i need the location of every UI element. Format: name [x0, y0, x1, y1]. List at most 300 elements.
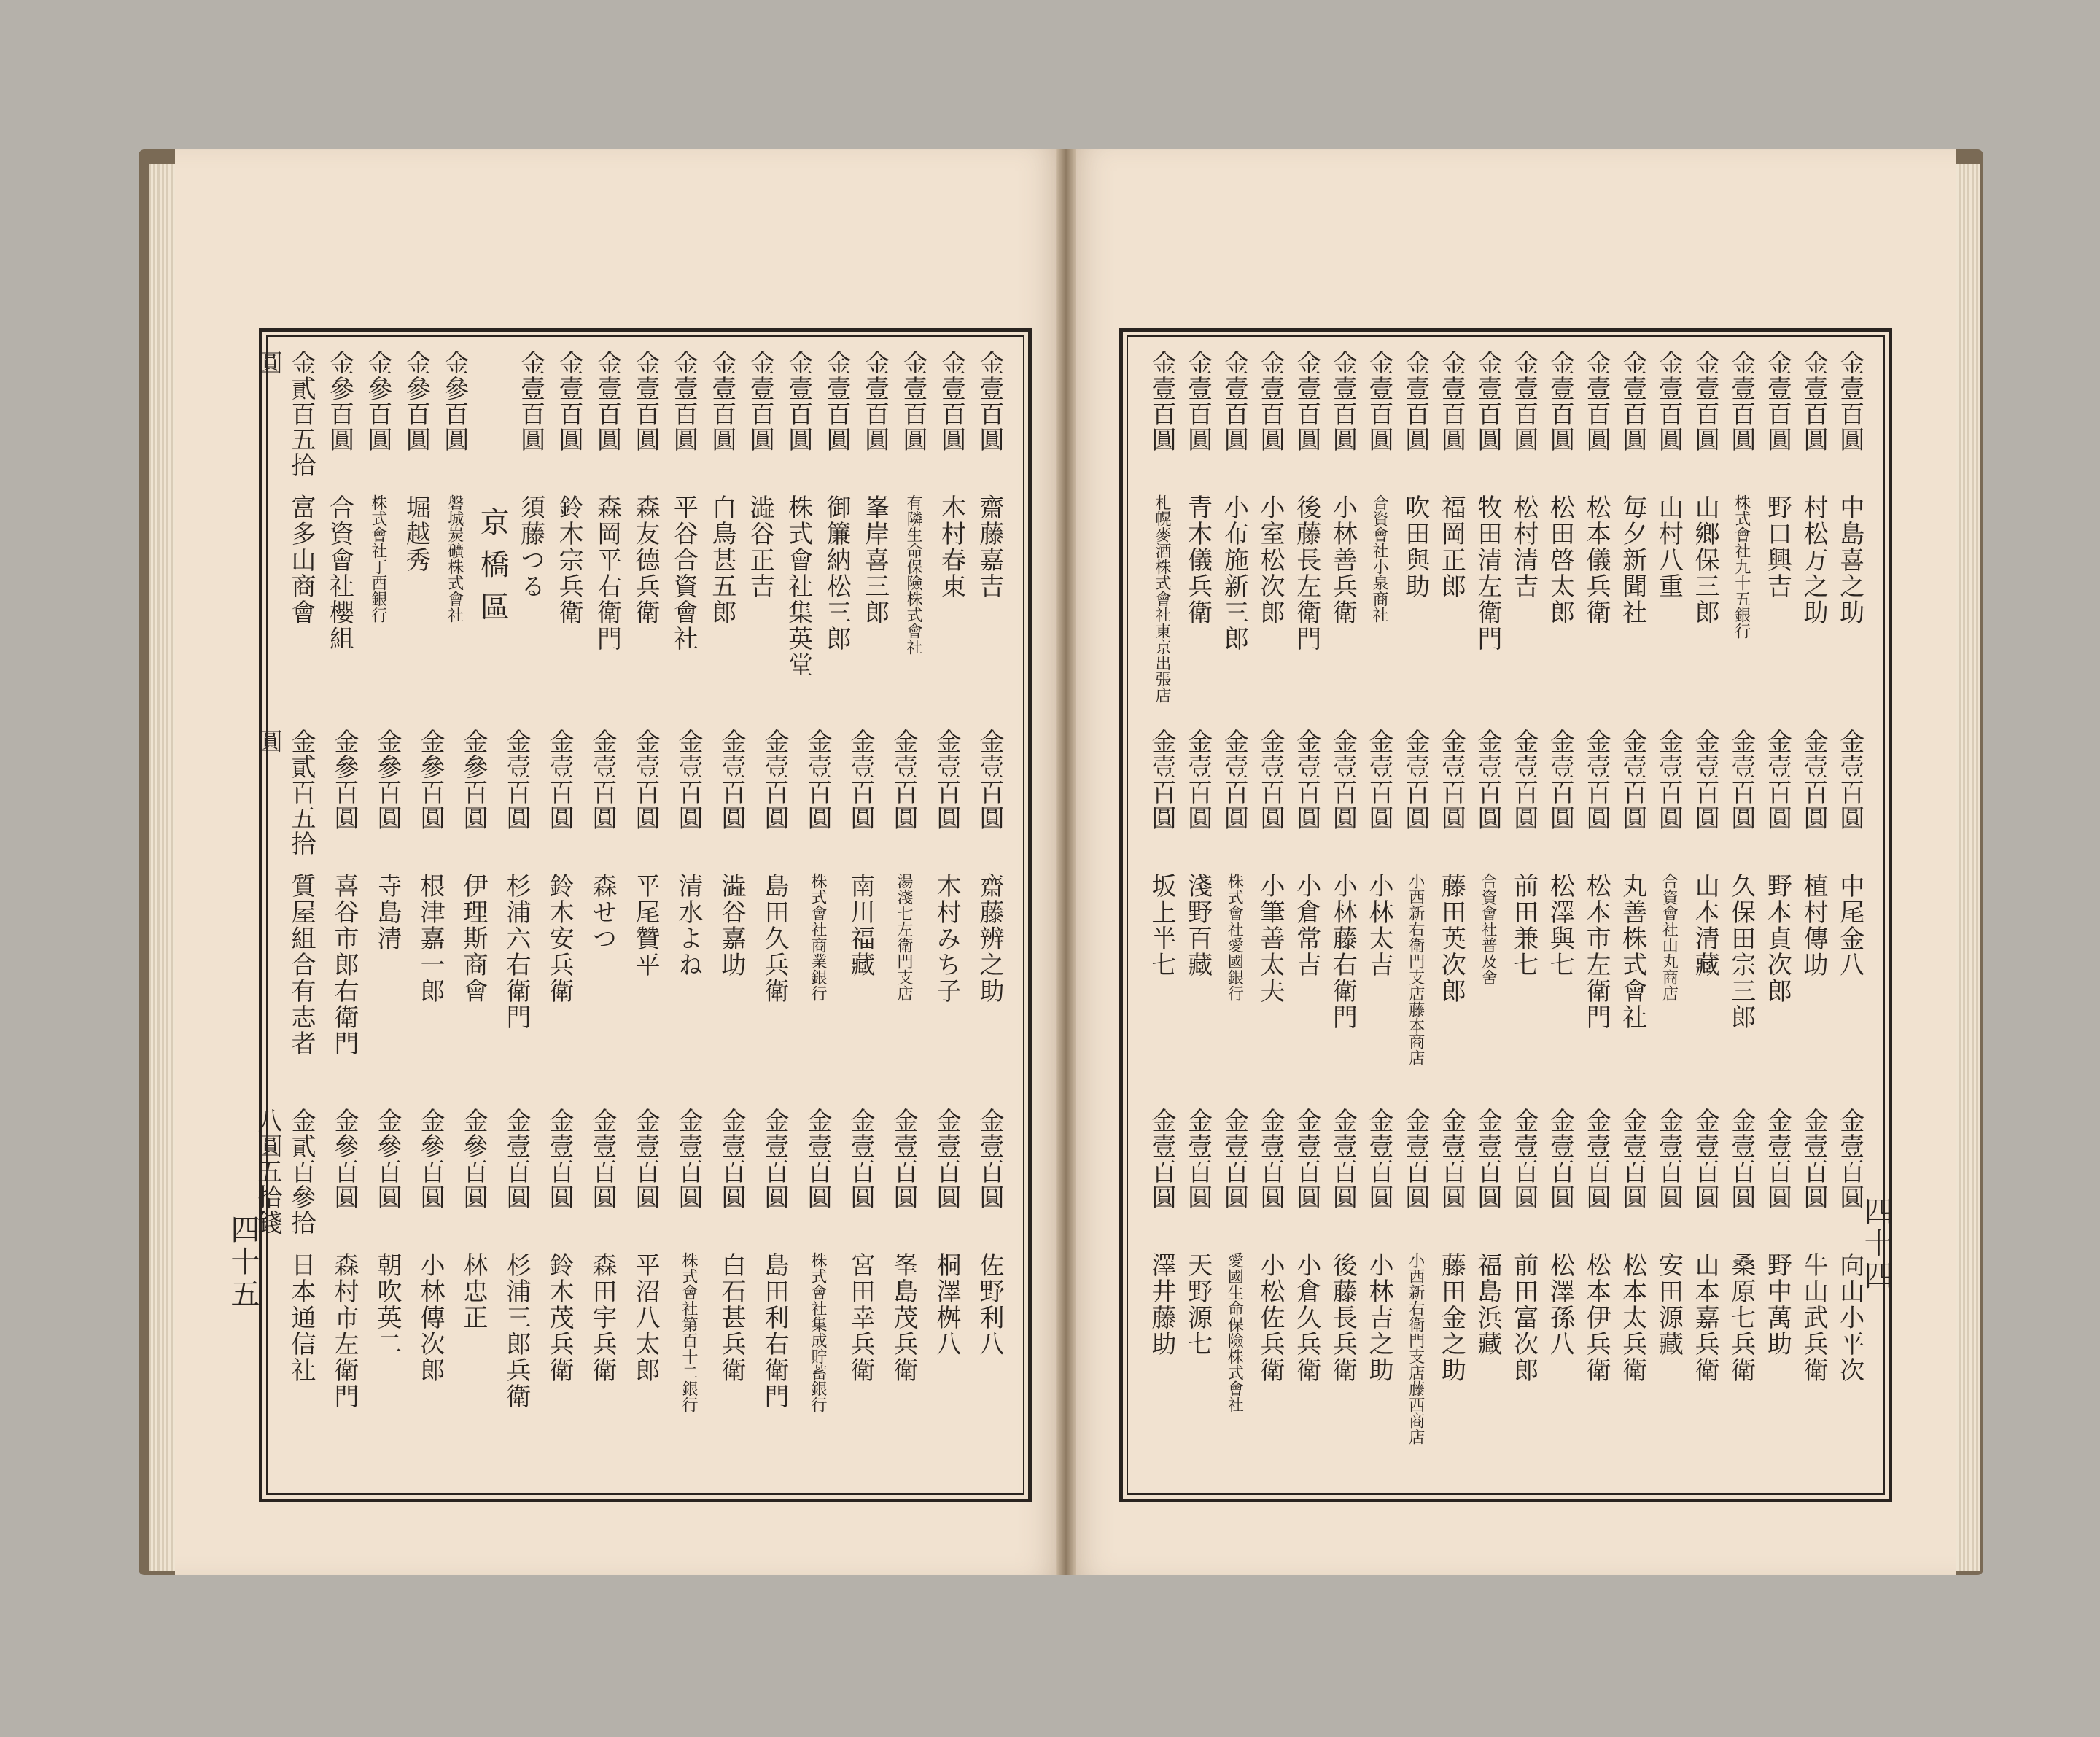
donor-name: 安田源藏 — [1654, 1251, 1684, 1357]
donation-amount: 金壹百圓 — [846, 1107, 875, 1210]
donation-amount: 金壹百圓 — [1183, 728, 1213, 831]
tier-middle — [1145, 728, 1867, 1102]
donation-entry — [1362, 728, 1396, 1102]
donation-entry — [629, 350, 662, 723]
donation-entry — [1652, 728, 1685, 1102]
donation-amount: 金壹百圓 — [1799, 1107, 1829, 1210]
donor-name: 寺島清 — [373, 873, 402, 952]
donation-amount: 金壹百圓 — [783, 350, 813, 452]
donation-amount: 金壹百圓 — [1473, 1107, 1503, 1210]
donation-amount: 金參百圓 — [459, 728, 488, 831]
donation-entry — [887, 728, 920, 1102]
donation-amount: 金壹百圓 — [1147, 728, 1176, 831]
donation-amount: 金壹百圓 — [1400, 1107, 1430, 1210]
donation-entry — [1724, 350, 1758, 723]
donation-amount: 金壹百圓 — [545, 1107, 574, 1210]
donor-name: 中島喜之助 — [1835, 494, 1864, 626]
donation-entry — [1543, 1108, 1576, 1481]
donation-entry — [930, 728, 963, 1102]
donation-entry — [514, 350, 548, 723]
donation-amount: 金壹百圓 — [860, 350, 890, 452]
donation-entry — [456, 728, 490, 1102]
donation-amount: 金壹百圓 — [1545, 1107, 1575, 1210]
donation-entry — [801, 1108, 834, 1481]
donor-name: 佐野利八 — [975, 1251, 1004, 1357]
donation-amount: 金壹百圓 — [822, 350, 852, 452]
donation-entry — [1797, 728, 1830, 1102]
donation-entry — [1833, 1108, 1867, 1481]
donation-entry — [586, 728, 619, 1102]
donation-entry — [672, 1108, 705, 1481]
donor-name: 杉浦六右衛門 — [502, 873, 531, 1031]
donor-name: 須藤つる — [516, 494, 545, 599]
left-page-columns — [253, 350, 1006, 1480]
donor-name: 淺野百藏 — [1183, 873, 1213, 979]
donation-entry — [743, 350, 777, 723]
donation-entry — [1253, 728, 1287, 1102]
donation-amount: 金壹百圓 — [1183, 350, 1213, 452]
donation-amount: 金壹百圓 — [803, 728, 832, 831]
donation-amount: 金壹百圓 — [1219, 350, 1249, 452]
donation-entry — [1181, 728, 1215, 1102]
donation-entry — [1688, 728, 1722, 1102]
ward-heading: 京橋區 — [475, 507, 510, 634]
donation-amount: 金參百圓 — [324, 350, 354, 452]
donation-amount: 金壹百圓 — [1400, 728, 1430, 831]
donor-name: 鈴木茂兵衛 — [545, 1251, 574, 1383]
donor-name: 伊理斯商會 — [459, 873, 488, 1005]
donor-name: 森友德兵衛 — [630, 494, 660, 626]
donation-entry — [1181, 350, 1215, 723]
donation-entry — [672, 728, 705, 1102]
donation-amount: 金壹百圓 — [889, 728, 918, 831]
donation-amount: 金壹百圓 — [1256, 1107, 1286, 1210]
donor-name: 澁谷正吉 — [745, 494, 775, 599]
donation-entry — [1434, 1108, 1468, 1481]
donation-amount: 金壹百圓 — [1799, 728, 1829, 831]
donation-amount: 金壹百圓 — [1473, 728, 1503, 831]
donor-name: 澤井藤助 — [1147, 1251, 1176, 1357]
donor-name: 松澤孫八 — [1545, 1251, 1575, 1357]
donation-entry — [1145, 728, 1178, 1102]
donor-name: 青木儀兵衛 — [1183, 494, 1213, 626]
donation-entry — [1290, 728, 1323, 1102]
donation-entry — [1362, 350, 1396, 723]
donation-entry — [1507, 728, 1541, 1102]
donor-name: 桐澤桝八 — [932, 1251, 961, 1357]
donation-entry — [1543, 728, 1576, 1102]
donation-amount: 金參百圓 — [416, 1107, 445, 1210]
donation-amount: 金壹百圓 — [1364, 728, 1394, 831]
donation-entry — [499, 1108, 533, 1481]
donor-name: 松田啓太郎 — [1545, 494, 1575, 626]
donation-amount: 金壹百圓 — [1256, 728, 1286, 831]
donor-name: 宮田幸兵衛 — [846, 1251, 875, 1383]
donor-name: 小林太吉 — [1364, 873, 1394, 979]
donation-amount: 金壹百圓 — [516, 350, 545, 452]
donation-amount: 金壹百圓 — [1473, 350, 1503, 452]
donation-entry — [1290, 1108, 1323, 1481]
donation-entry — [475, 350, 509, 723]
donation-amount: 金壹百圓 — [1183, 1107, 1213, 1210]
donation-entry — [253, 1107, 318, 1481]
book-gutter — [1056, 149, 1076, 1575]
donation-amount: 金壹百圓 — [1436, 728, 1466, 831]
donor-name: 島田利右衛門 — [760, 1251, 789, 1410]
donation-amount: 金壹百圓 — [1654, 1107, 1684, 1210]
donation-amount: 金壹百圓 — [898, 350, 928, 452]
donation-entry — [1579, 728, 1613, 1102]
donor-name: 松本市左衛門 — [1582, 873, 1611, 1031]
donation-entry — [715, 1108, 748, 1481]
donor-name: 鈴木安兵衛 — [545, 873, 574, 1005]
donation-amount: 金壹百圓 — [975, 728, 1004, 831]
donor-name: 日本通信社 — [287, 1251, 316, 1383]
donation-entry — [552, 350, 586, 723]
donation-amount: 金壹百圓 — [974, 350, 1004, 452]
donation-entry — [1181, 1108, 1215, 1481]
donation-amount: 金壹百圓 — [1835, 1107, 1864, 1210]
donation-amount: 金壹百圓 — [1835, 350, 1864, 452]
donation-amount: 金壹百圓 — [760, 728, 789, 831]
donation-entry — [586, 1108, 619, 1481]
donor-name: 湯淺七左衛門支店 — [895, 873, 913, 1002]
donor-name: 松本儀兵衛 — [1582, 494, 1611, 626]
donation-amount: 金壹百圓 — [846, 728, 875, 831]
donor-name: 向山小平次 — [1835, 1251, 1864, 1383]
donation-amount: 金壹百圓 — [1690, 728, 1720, 831]
right-page-columns — [1145, 350, 1867, 1480]
donor-name: 小西新右衛門支店藤本商店 — [1406, 873, 1425, 1066]
donation-entry — [542, 728, 576, 1102]
donor-name: 吹田與助 — [1400, 494, 1430, 599]
donation-amount: 金參百圓 — [362, 350, 392, 452]
donation-entry — [1362, 1108, 1396, 1481]
donation-amount: 金壹百圓 — [803, 1107, 832, 1210]
donation-amount: 金壹百圓 — [1256, 350, 1286, 452]
donor-name: 小室松次郎 — [1256, 494, 1286, 626]
donation-entry — [1217, 1108, 1251, 1481]
donation-amount: 金壹百圓 — [1436, 350, 1466, 452]
donation-amount: 金參百圓 — [373, 728, 402, 831]
donor-name: 天野源七 — [1183, 1251, 1213, 1357]
donation-entry — [1797, 350, 1830, 723]
tier-middle — [253, 728, 1006, 1102]
donation-entry — [1760, 350, 1794, 723]
donation-entry — [1507, 1108, 1541, 1481]
donation-amount: 金壹百圓 — [1654, 728, 1684, 831]
donor-name: 株式會社集英堂 — [783, 494, 813, 678]
donor-name: 小林傳次郎 — [416, 1251, 445, 1383]
donation-amount: 金參百圓 — [416, 728, 445, 831]
donation-amount: 金壹百圓 — [717, 728, 746, 831]
donation-entry — [1797, 1108, 1830, 1481]
donation-amount: 金壹百圓 — [1545, 350, 1575, 452]
donation-entry — [1253, 350, 1287, 723]
donation-entry — [705, 350, 739, 723]
donation-entry — [1833, 728, 1867, 1102]
donor-name: 森田宇兵衛 — [588, 1251, 617, 1383]
donation-amount: 金壹百圓 — [502, 1107, 531, 1210]
donation-entry — [1652, 1108, 1685, 1481]
donor-name: 峯島茂兵衛 — [889, 1251, 918, 1383]
donation-amount: 金壹百圓 — [1582, 350, 1611, 452]
donor-name: 合資會社普及舍 — [1479, 873, 1498, 986]
donor-name: 小倉常吉 — [1291, 873, 1321, 979]
donor-name: 愛國生命保險株式會社 — [1225, 1251, 1244, 1412]
donor-name: 野本貞次郎 — [1762, 873, 1792, 1005]
donation-amount: 金壹百圓 — [1654, 350, 1684, 452]
donation-amount: 金參百圓 — [401, 350, 431, 452]
donation-entry — [499, 728, 533, 1102]
donation-amount: 金壹百圓 — [1690, 350, 1720, 452]
donation-entry — [1833, 350, 1867, 723]
donation-amount: 金壹百圓 — [760, 1107, 789, 1210]
donation-amount: 金壹百圓 — [588, 728, 617, 831]
donor-name: 札幌麥酒株式會社東京出張店 — [1153, 494, 1171, 703]
donation-entry — [1652, 350, 1685, 723]
donor-name: 磐城炭礦株式會社 — [445, 494, 464, 623]
donation-entry — [1471, 728, 1504, 1102]
donation-entry — [438, 350, 471, 723]
donor-name: 久保田宗三郎 — [1726, 873, 1756, 1031]
donation-entry — [1507, 350, 1541, 723]
donor-name: 森せつ — [588, 873, 617, 952]
donation-amount: 金壹百圓 — [631, 1107, 660, 1210]
left-page-frame — [253, 328, 1032, 1502]
donation-entry — [758, 1108, 791, 1481]
donor-name: 峯岸喜三郎 — [860, 494, 890, 626]
donor-name: 平尾贊平 — [631, 873, 660, 979]
donation-entry — [1399, 350, 1432, 723]
donation-entry — [1760, 728, 1794, 1102]
donation-entry — [253, 728, 318, 1102]
donation-entry — [1217, 350, 1251, 723]
donation-entry — [801, 728, 834, 1102]
donation-amount: 金壹百圓 — [554, 350, 584, 452]
donor-name: 小西新右衛門支店藤西商店 — [1406, 1251, 1425, 1445]
donation-entry — [820, 350, 853, 723]
donation-amount: 金壹百圓 — [1400, 350, 1430, 452]
donation-entry — [1253, 1108, 1287, 1481]
donor-name: 後藤長左衛門 — [1291, 494, 1321, 652]
donation-entry — [715, 728, 748, 1102]
donor-name: 藤田英次郎 — [1436, 873, 1466, 1005]
donation-entry — [758, 728, 791, 1102]
donation-entry — [629, 728, 662, 1102]
donation-amount: 金壹百圓 — [1219, 1107, 1249, 1210]
donation-amount: 金參百圓 — [330, 728, 359, 831]
donation-entry — [1688, 1108, 1722, 1481]
right-page-frame — [1119, 328, 1892, 1502]
donor-name: 藤田金之助 — [1436, 1251, 1466, 1383]
donation-entry — [666, 350, 700, 723]
donor-name: 前田兼七 — [1509, 873, 1539, 979]
donation-entry — [629, 1108, 662, 1481]
donation-amount: 金壹百圓 — [1291, 728, 1321, 831]
donor-name: 合資會社小泉商社 — [1370, 494, 1389, 623]
left-page-edges — [149, 164, 175, 1571]
donation-entry — [934, 350, 968, 723]
donor-name: 島田久兵衛 — [760, 873, 789, 1005]
donor-name: 松村清吉 — [1509, 494, 1539, 599]
donor-name: 木村みち子 — [932, 873, 961, 1005]
donation-amount: 金壹百圓 — [1617, 728, 1647, 831]
donation-entry — [1579, 350, 1613, 723]
donation-entry — [591, 350, 624, 723]
donation-amount: 金貳百參拾八圓五拾錢 — [253, 1107, 316, 1235]
donor-name: 野口興吉 — [1762, 494, 1792, 599]
donor-name: 御簾納松三郎 — [822, 494, 852, 652]
donation-entry — [1616, 728, 1649, 1102]
donor-name: 森岡平右衛門 — [592, 494, 622, 652]
donation-entry — [930, 1108, 963, 1481]
donation-amount: 金壹百圓 — [1509, 728, 1539, 831]
donor-name: 小松佐兵衛 — [1256, 1251, 1286, 1383]
donor-name: 株式會社集成貯蓄銀行 — [809, 1251, 827, 1412]
donor-name: 富多山商會 — [287, 494, 316, 626]
donation-entry — [370, 1108, 404, 1481]
donation-entry — [253, 350, 318, 723]
donation-entry — [413, 728, 447, 1102]
donation-entry — [1145, 350, 1178, 723]
donation-entry — [1290, 350, 1323, 723]
donor-name: 質屋組合有志者 — [287, 873, 316, 1057]
donor-name: 福岡正郎 — [1436, 494, 1466, 599]
donation-entry — [844, 1108, 877, 1481]
donor-name: 齋藤嘉吉 — [974, 494, 1004, 599]
donation-entry — [896, 350, 930, 723]
donor-name: 福島浜藏 — [1473, 1251, 1503, 1357]
donation-entry — [973, 350, 1006, 723]
donor-name: 齋藤辨之助 — [975, 873, 1004, 1005]
donation-amount: 金壹百圓 — [545, 728, 574, 831]
tier-bottom — [253, 1107, 1006, 1481]
donor-name: 合資會社櫻組 — [324, 494, 354, 652]
donation-entry — [370, 728, 404, 1102]
donation-amount: 金參百圓 — [439, 350, 469, 452]
donor-name: 株式會社九十五銀行 — [1732, 494, 1751, 639]
donor-name: 山村八重 — [1654, 494, 1684, 599]
donation-amount: 金壹百圓 — [1509, 350, 1539, 452]
donation-amount: 金壹百圓 — [674, 728, 703, 831]
donation-amount: 金壹百圓 — [975, 1107, 1004, 1210]
donation-entry — [1616, 350, 1649, 723]
donation-entry — [1326, 350, 1359, 723]
donation-amount: 金壹百圓 — [1328, 1107, 1358, 1210]
donor-name: 植村傳助 — [1799, 873, 1829, 979]
donation-entry — [1688, 350, 1722, 723]
donation-amount: 金壹百圓 — [1328, 728, 1358, 831]
donation-entry — [973, 728, 1006, 1102]
donor-name: 株式會社商業銀行 — [809, 873, 827, 1002]
donor-name: 牧田清左衛門 — [1473, 494, 1503, 652]
donation-amount: 金壹百圓 — [1617, 1107, 1647, 1210]
donation-amount: 金壹百圓 — [502, 728, 531, 831]
donation-entry — [413, 1108, 447, 1481]
donor-name: 松本伊兵衛 — [1582, 1251, 1611, 1383]
donation-amount: 金壹百圓 — [1364, 1107, 1394, 1210]
donation-amount: 金壹百圓 — [1835, 728, 1864, 831]
donor-name: 山本清藏 — [1690, 873, 1720, 979]
donor-name: 森村市左衛門 — [330, 1251, 359, 1410]
donor-name: 小倉久兵衛 — [1291, 1251, 1321, 1383]
left-folio: 四十五 — [226, 1214, 260, 1310]
donation-entry — [327, 1108, 361, 1481]
donor-name: 松本太兵衛 — [1617, 1251, 1647, 1383]
donor-name: 杉浦三郎兵衛 — [502, 1251, 531, 1410]
donation-amount: 金壹百圓 — [1726, 350, 1756, 452]
donation-entry — [456, 1108, 490, 1481]
donation-amount: 金壹百圓 — [717, 1107, 746, 1210]
donor-name: 白鳥甚五郎 — [707, 494, 736, 626]
donor-name: 清水よね — [674, 873, 703, 979]
donor-name: 木村春東 — [936, 494, 966, 599]
donation-entry — [887, 1108, 920, 1481]
donor-name: 合資會社山丸商店 — [1660, 873, 1679, 1002]
donor-name: 前田富次郎 — [1509, 1251, 1539, 1383]
donor-name: 後藤長兵衛 — [1328, 1251, 1358, 1383]
donation-amount: 金壹百圓 — [1762, 350, 1792, 452]
donation-amount: 金壹百圓 — [1762, 1107, 1792, 1210]
right-page-edges — [1954, 164, 1980, 1571]
donation-entry — [322, 350, 356, 723]
donor-name: 小林吉之助 — [1364, 1251, 1394, 1383]
donation-amount: 金參百圓 — [330, 1107, 359, 1210]
donation-amount: 金壹百圓 — [1582, 728, 1611, 831]
donor-name: 山本嘉兵衛 — [1690, 1251, 1720, 1383]
donor-name: 小筆善太夫 — [1256, 873, 1286, 1005]
donation-entry — [1616, 1108, 1649, 1481]
donation-entry — [1145, 1108, 1178, 1481]
donation-amount: 金壹百圓 — [592, 350, 622, 452]
donation-amount: 金壹百圓 — [588, 1107, 617, 1210]
donor-name: 株式會社第百十二銀行 — [680, 1251, 698, 1412]
donor-name: 鈴木宗兵衛 — [554, 494, 584, 626]
donation-amount: 金壹百圓 — [932, 728, 961, 831]
donor-name: 喜谷市郎右衛門 — [330, 873, 359, 1057]
donation-entry — [1579, 1108, 1613, 1481]
donor-name: 坂上半七 — [1147, 873, 1176, 979]
donation-amount: 金壹百圓 — [1762, 728, 1792, 831]
donation-amount: 金壹百圓 — [1291, 1107, 1321, 1210]
donation-amount: 金參百圓 — [373, 1107, 402, 1210]
donation-amount: 金壹百圓 — [1509, 1107, 1539, 1210]
donation-entry — [1399, 728, 1432, 1102]
donation-entry — [1326, 728, 1359, 1102]
donor-name: 南川福藏 — [846, 873, 875, 979]
donor-name: 小布施新三郎 — [1219, 494, 1249, 652]
donor-name: 山鄉保三郎 — [1690, 494, 1720, 626]
donation-entry — [542, 1108, 576, 1481]
donation-amount: 金貳百五拾圓 — [253, 728, 316, 857]
donor-name: 野中萬助 — [1762, 1251, 1792, 1357]
donor-name: 株式會社愛國銀行 — [1225, 873, 1244, 1002]
donation-entry — [1471, 1108, 1504, 1481]
donation-amount: 金壹百圓 — [630, 350, 660, 452]
donation-amount: 金壹百圓 — [1147, 350, 1176, 452]
donation-entry — [858, 350, 892, 723]
donor-name: 桑原七兵衛 — [1726, 1251, 1756, 1383]
donation-amount: 金壹百圓 — [707, 350, 736, 452]
donation-amount: 金壹百圓 — [1726, 1107, 1756, 1210]
donor-name: 澁谷嘉助 — [717, 873, 746, 979]
donation-entry — [1399, 1108, 1432, 1481]
donation-entry — [1760, 1108, 1794, 1481]
donation-entry — [1434, 728, 1468, 1102]
donation-amount: 金壹百圓 — [745, 350, 775, 452]
donation-amount: 金壹百圓 — [674, 1107, 703, 1210]
